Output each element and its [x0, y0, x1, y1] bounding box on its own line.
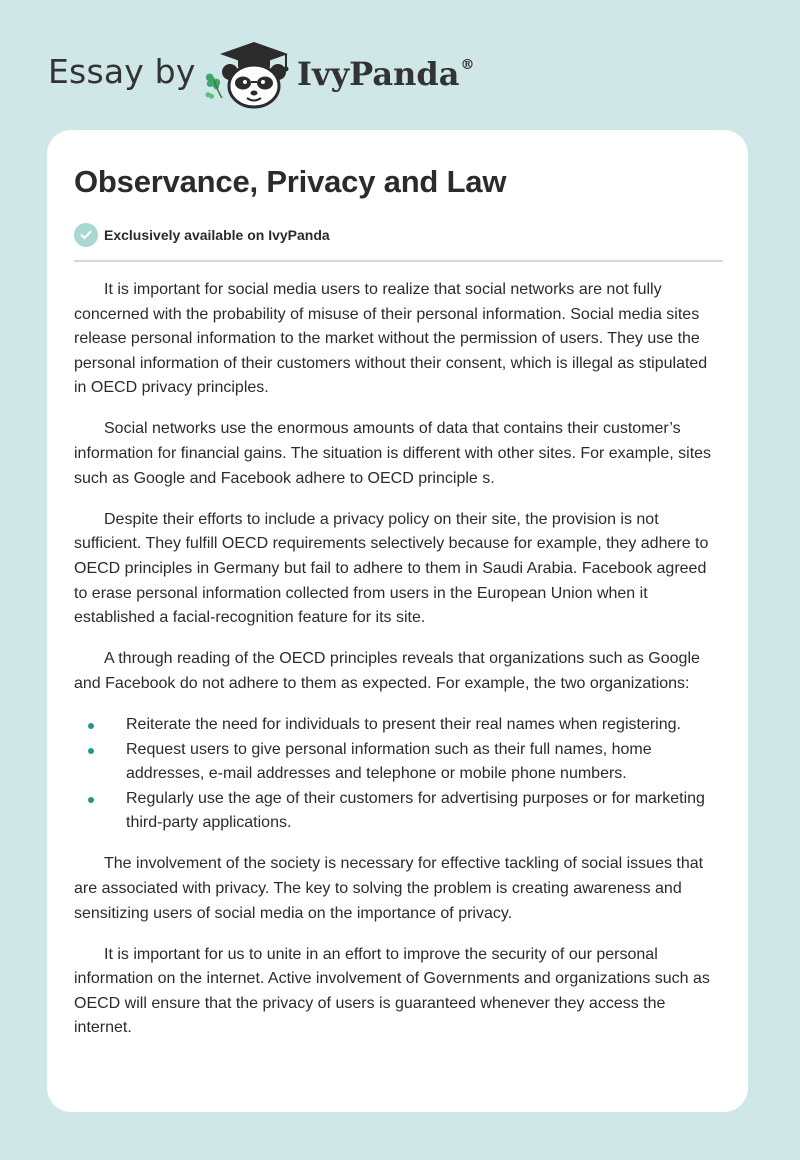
essay-card: [47, 130, 748, 1112]
bullet-icon: [88, 797, 94, 803]
list-item: [74, 787, 719, 836]
page-title: Observance, Privacy and Law: [74, 164, 507, 199]
check-icon: [74, 223, 98, 247]
registered-mark: ®: [460, 57, 475, 73]
paragraph: Despite their efforts to include a privacy policy on their site, the provision is not sufficient. They fulfill OECD requirements selectively because for example, they adhere to OECD principles in Germany but fail to adhere to them in Saudi Arabia. Facebook agreed to erase personal information collected from users in the European Union when it established a facial-recognition feature for its site.: [74, 510, 709, 627]
list-item-text: Reiterate the need for individuals to present their real names when registering.: [126, 715, 681, 733]
paragraph: A through reading of the OECD principles reveals that organizations such as Google and Facebook do not adhere to them as expected. For example, the two organizations:: [74, 650, 700, 692]
list-item: [74, 713, 719, 738]
bullet-list: [74, 713, 719, 836]
list-item-text: Regularly use the age of their customers for advertising purposes or for marketing third-party applications.: [126, 789, 705, 832]
exclusive-badge-text: Exclusively available on IvyPanda: [104, 227, 330, 243]
list-item-text: Request users to give personal information such as their full names, home addresses, e-mail addresses and telephone or mobile phone numbers.: [126, 740, 652, 783]
panda-logo-icon: [202, 36, 294, 110]
list-item: [74, 738, 719, 787]
paragraph: It is important for social media users to realize that social networks are not fully concerned with the probability of misuse of their personal information. Social media sites release personal information to the market without the permission of users. They use the personal information of their customers without their consent, which is illegal as stipulated in OECD privacy principles.: [74, 281, 708, 397]
site-header: [0, 0, 800, 130]
essay-by-text: Essay by: [48, 52, 196, 91]
essay-body: [74, 278, 719, 1058]
paragraph: Social networks use the enormous amounts of data that contains their customer’s information for financial gains. The situation is different with other sites. For example, sites such as Google and Facebook adhere to OECD principle s.: [74, 420, 712, 487]
title-divider: [74, 260, 723, 262]
bullet-icon: [88, 723, 94, 729]
brand-name: [297, 55, 474, 93]
paragraph: It is important for us to unite in an effort to improve the security of our personal information on the internet. Active involvement of Governments and organizations such as OECD will ensure that the privacy of users is guaranteed whenever they access the internet.: [74, 945, 710, 1037]
brand-name-text: IvyPanda: [297, 55, 460, 93]
paragraph: The involvement of the society is necessary for effective tackling of social issues that are associated with privacy. The key to solving the problem is creating awareness and sensitizing users of social media on the importance of privacy.: [74, 855, 704, 922]
exclusive-badge: [74, 223, 330, 247]
bullet-icon: [88, 748, 94, 754]
